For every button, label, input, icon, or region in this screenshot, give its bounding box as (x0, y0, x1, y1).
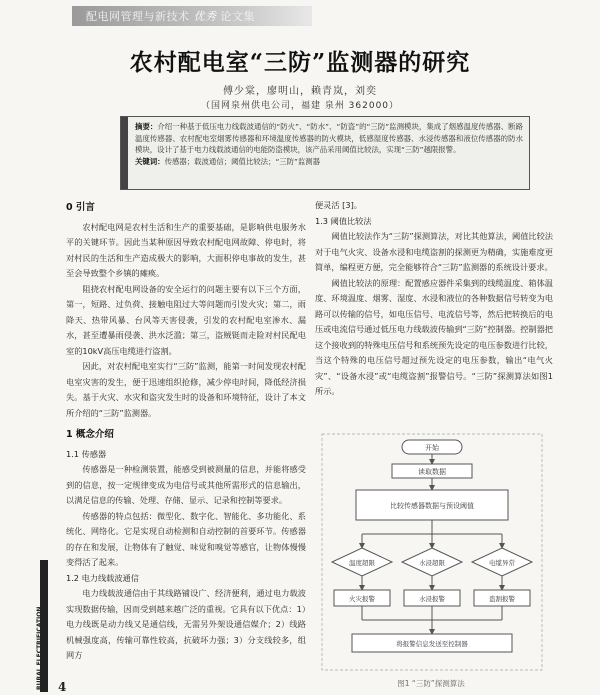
paragraph: 传感器的特点包括：微型化、数字化、智能化、多功能化、系统化、网络化。它是实现自动检测和自动控制的首要环节。传感器的存在和发展，让物体有了触觉、味觉和嗅觉等感官，让物体慢慢变得活了起来。 (66, 510, 306, 567)
paper-authors: 傅少棠，廖明山，赖青岚，刘奕 (223, 86, 377, 97)
left-column (66, 198, 306, 664)
paragraph: 便灵活 [3]。 (315, 200, 362, 210)
flow-decision-fire-label: 温度超限 (349, 559, 375, 567)
paragraph: 阈值比较法的原理：配置感应器件采集到的线缆温度、箱体温度、环境温度、烟雾、湿度、水浸和液位的各种数据信号转变为电路可以传输的信号，如电压信号、电流信号等，然后把转换后的电压或电流信号通过低压电力线载波传输到“三防”控制器。控制器把这个接收到的特殊电压信号和系统预先设定的电压参数进行比较，当这个特殊的电压信号超过预先设定的电压参数，输出“电气火灾”、“设备水浸”或“电缆盗割”报警信号。“三防”探测算法如图1所示。 (315, 277, 553, 396)
paragraph: 农村配电网是农村生活和生产的重要基础，是影响供电服务水平的关键环节。因此当某种原因导致农村配电网故障、停电时，将对村民的生活和生产造成极大的影响，大面积停电事故的发生，甚至会导致整个乡镇的瘫痪。 (66, 221, 306, 278)
subsection-heading: 1.2 电力线载波通信 (66, 572, 139, 583)
keywords-body: 传感器；载波通信；阈值比较法；“三防”监测器 (164, 156, 321, 166)
paper-title: 农村配电室“三防”监测器的研究 (129, 49, 471, 76)
flow-decision-theft-label: 电缆异常 (489, 559, 515, 567)
journal-deco: 优秀 (193, 10, 217, 23)
flow-start-label: 开始 (425, 444, 439, 452)
abstract-label: 摘要： (135, 122, 158, 131)
figure-caption: 图1 “三防”探测算法 (397, 679, 465, 688)
flowchart-figure (316, 430, 548, 674)
side-journal-text: RURAL ELECTRIFICATION (36, 606, 43, 690)
journal-section: 论文集 (220, 10, 255, 23)
flow-decision-water-label: 水浸超限 (419, 559, 445, 567)
paper-affiliation: （国网泉州供电公司，福建 泉州 362000） (200, 101, 400, 111)
paragraph: 因此，对农村配电室实行“三防”监测，能第一时间发现农村配电室灾害的发生，便于迅速组织抢修，减少停电时间，降低经济损失。基于火灾、水灾和盗灾发生时的设备和环境特征，设计了本文所介绍的“三防”监测器。 (66, 361, 306, 418)
paragraph: 阈值比较法作为“三防”探测算法，对比其他算法，阈值比较法对于电气火灾、设备水浸和电缆盗割的探测更为精确，实施难度更简单，编程更方便，完全能够符合“三防”监测器的系统设计要求。 (315, 231, 553, 272)
subsection-heading: 1.3 阈值比较法 (315, 215, 372, 226)
flow-read-label: 读取数据 (418, 468, 446, 476)
page-number: 4 (58, 680, 67, 694)
flow-output-water-label: 水浸报警 (419, 595, 445, 603)
journal-header (86, 8, 255, 24)
flow-end-label: 将报警信息发送至控制器 (396, 640, 468, 648)
flow-output-fire-label: 火灾报警 (349, 595, 375, 603)
paragraph: 电力线载波通信由于其线路铺设广、经济便利，通过电力载波实现数据传输，因而受到越来越广泛的重视。它具有以下优点：1）电力线既是动力线又是通信线，无需另外架设通信媒介；2）线路机械强度高，传输可靠性较高，抗破坏力强；3）分支线较多，组网方 (66, 588, 306, 660)
abstract-body: 介绍一种基于低压电力线载波通信的“防火”、“防水”、“防盗”的“三防”监测模块，集成了烟感温度传感器、断路温度传感器、农村配电室烟雾传感器和环境温度传感器的防火模块，低感湿度传感器、水浸传感器和液位传感器的防水模块，设计了基于电力线载波通信的电能防盗模块，该产品采用阈值比较法，实现“三防”越限报警。 (135, 122, 523, 155)
right-column (315, 198, 553, 400)
abstract-text (135, 121, 523, 167)
section-intro-heading: 0 引言 (66, 202, 95, 213)
abstract-box (120, 116, 530, 190)
journal-name: 配电网管理与新技术 (86, 10, 190, 23)
flow-output-theft-label: 盗割报警 (489, 595, 515, 603)
flow-compare-label: 比较传感器数据与预设阈值 (390, 502, 474, 510)
paragraph: 传感器是一种检测装置，能感受到被测量的信息，并能将感受到的信息，按一定规律变成为电信号或其他所需形式的信息输出，以满足信息的传输、处理、存储、显示、记录和控制等要求。 (66, 464, 306, 505)
subsection-heading: 1.1 传感器 (66, 448, 107, 459)
abstract-stripe (121, 117, 128, 189)
paragraph: 阻挠农村配电网设备的安全运行的问题主要有以下三个方面，第一，短路、过负荷、接触电阻过大等问题而引发火灾；第二，雨降天、热带风暴、台风等天害侵袭，引发的农村配电室渗水、漏水，甚至遭暴雨侵袭、洪水泛滥；第三，盗贼铤而走险对村民配电室的10kV高压电缆进行盗割。 (66, 283, 306, 356)
section-concept-heading: 1 概念介绍 (66, 429, 114, 440)
keywords-label: 关键词： (135, 156, 165, 166)
